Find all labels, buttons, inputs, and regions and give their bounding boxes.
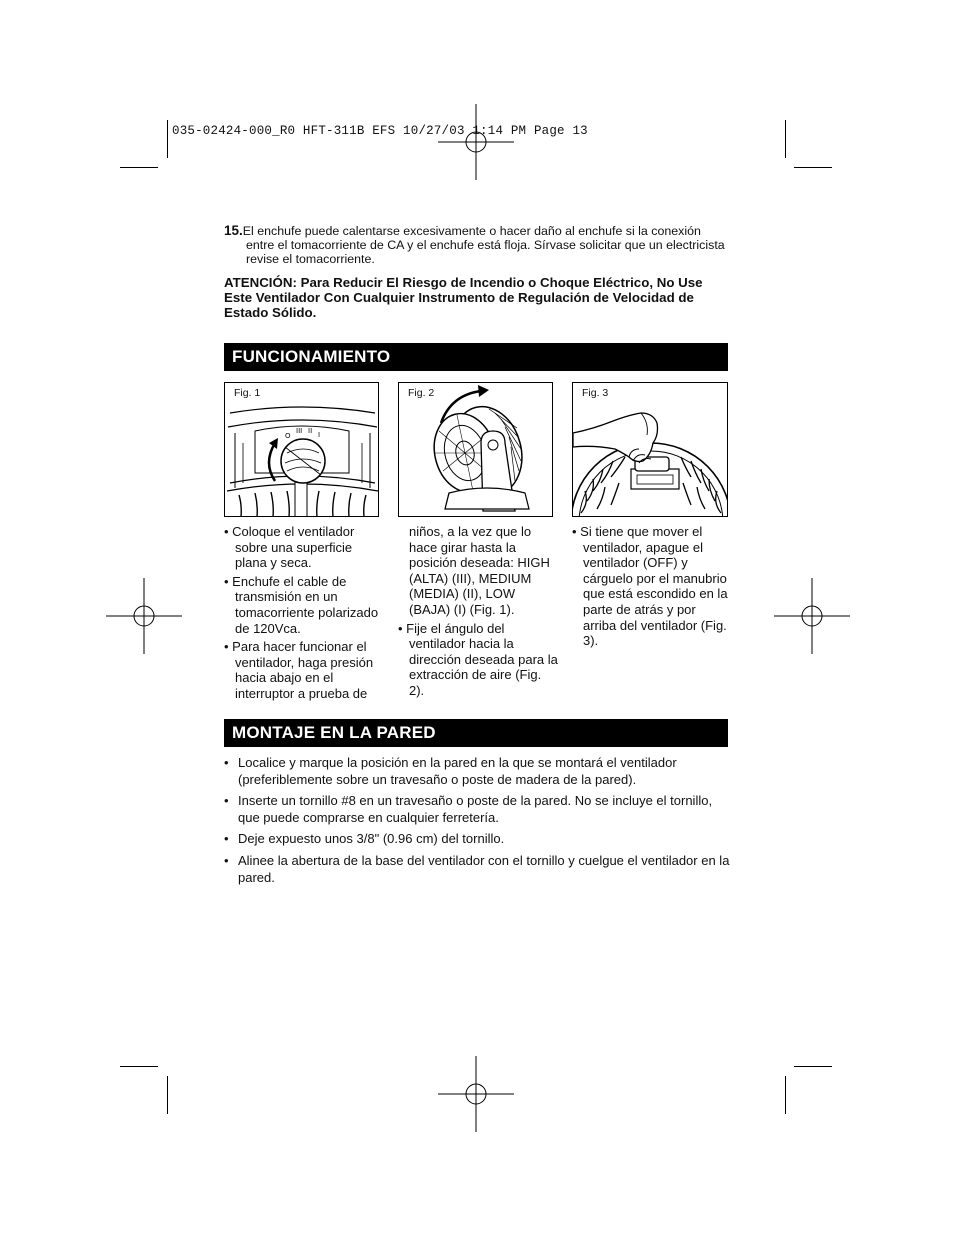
list-item bbox=[224, 853, 730, 886]
svg-text:II: II bbox=[308, 427, 313, 435]
figure-2 bbox=[398, 382, 553, 517]
bullet: • bbox=[224, 793, 229, 809]
registration-mark-bottom bbox=[438, 1056, 514, 1132]
bullet: • bbox=[224, 831, 229, 847]
operation-col2-item: • Fije el ángulo del ventilador hacia la dirección deseada para la extracción de aire (Fig. 2). bbox=[398, 620, 558, 698]
crop-mark-bl-v bbox=[167, 1076, 168, 1114]
figure-3-label: Fig. 3 bbox=[582, 387, 609, 399]
registration-mark-top bbox=[438, 104, 514, 180]
svg-text:O: O bbox=[285, 432, 291, 440]
bullet: • bbox=[224, 852, 229, 868]
figure-1-illustration bbox=[225, 383, 379, 517]
figure-2-illustration bbox=[399, 383, 553, 517]
operation-column-2 bbox=[398, 524, 558, 702]
crop-mark-br-h bbox=[794, 1066, 832, 1067]
operation-column-1 bbox=[224, 524, 384, 705]
crop-mark-tr-v bbox=[785, 120, 786, 158]
list-item-text: Localice y marque la posición en la pared en la que se montará el ventilador (preferiblemente sobre un travesaño o poste de madera de la pared). bbox=[238, 755, 677, 787]
section-header-operation: FUNCIONAMIENTO bbox=[224, 343, 728, 371]
item-15 bbox=[224, 224, 727, 266]
list-item bbox=[224, 831, 730, 848]
list-item-text: Inserte un tornillo #8 en un travesaño o poste de la pared. No se incluye el tornillo, que puede comprarse en cualquier ferretería. bbox=[238, 793, 713, 825]
operation-col3-item: • Si tiene que mover el ventilador, apague el ventilador (OFF) y cárguelo por el manubrio que está escondido en la parte de atrás y por arriba del ventilador (Fig. 3). bbox=[572, 524, 728, 649]
svg-text:III: III bbox=[296, 427, 303, 435]
item-15-number: 15. bbox=[224, 223, 243, 238]
list-item bbox=[224, 755, 730, 788]
bullet: • bbox=[224, 755, 229, 770]
figure-3-illustration bbox=[573, 383, 728, 517]
operation-column-3 bbox=[572, 524, 732, 652]
list-item bbox=[224, 793, 730, 826]
operation-col1-item: • Para hacer funcionar el ventilador, haga presión hacia abajo en el interruptor a prueba de bbox=[224, 639, 374, 701]
crop-mark-tr-h bbox=[794, 167, 832, 168]
registration-mark-right bbox=[774, 578, 850, 654]
crop-mark-bl-h bbox=[120, 1066, 158, 1067]
crop-mark-tl-v bbox=[167, 120, 168, 158]
svg-text:I: I bbox=[318, 431, 321, 439]
print-slug: 035-02424-000_R0 HFT-311B EFS 10/27/03 1:14 PM Page 13 bbox=[172, 124, 588, 138]
crop-mark-br-v bbox=[785, 1076, 786, 1114]
crop-mark-tl-h bbox=[120, 167, 158, 168]
figure-3 bbox=[572, 382, 728, 517]
section-header-wall-mount: MONTAJE EN LA PARED bbox=[224, 719, 728, 747]
safety-warning: ATENCIÓN: Para Reducir El Riesgo de Incendio o Choque Eléctrico, No Use Este Ventilador Con Cualquier Instrumento de Regulación de Velocidad de Estado Sólido. bbox=[224, 275, 703, 320]
registration-mark-left bbox=[106, 578, 182, 654]
item-15-text: El enchufe puede calentarse excesivamente o hacer daño al enchufe si la conexión entre el tomacorriente de CA y el enchufe está floja. Sírvase solicitar que un electricista revise el tomacorriente. bbox=[242, 224, 725, 266]
operation-col2-continuation: niños, a la vez que lo hace girar hasta la posición deseada: HIGH (ALTA) (III), MEDIUM (MEDIA) (II), LOW (BAJA) (I) (Fig. 1). bbox=[409, 524, 550, 617]
list-item-text: Deje expuesto unos 3/8" (0.96 cm) del tornillo. bbox=[238, 831, 505, 847]
operation-col1-item: • Coloque el ventilador sobre una superficie plana y seca. bbox=[224, 524, 355, 571]
wall-mount-list bbox=[224, 755, 730, 891]
figure-1 bbox=[224, 382, 379, 517]
list-item-text: Alinee la abertura de la base del ventilador con el tornillo y cuelgue el ventilador en la pared. bbox=[238, 852, 730, 885]
figure-1-label: Fig. 1 bbox=[234, 387, 261, 399]
figure-2-label: Fig. 2 bbox=[408, 387, 435, 399]
operation-col1-item: • Enchufe el cable de transmisión en un tomacorriente polarizado de 120Vca. bbox=[224, 573, 379, 636]
